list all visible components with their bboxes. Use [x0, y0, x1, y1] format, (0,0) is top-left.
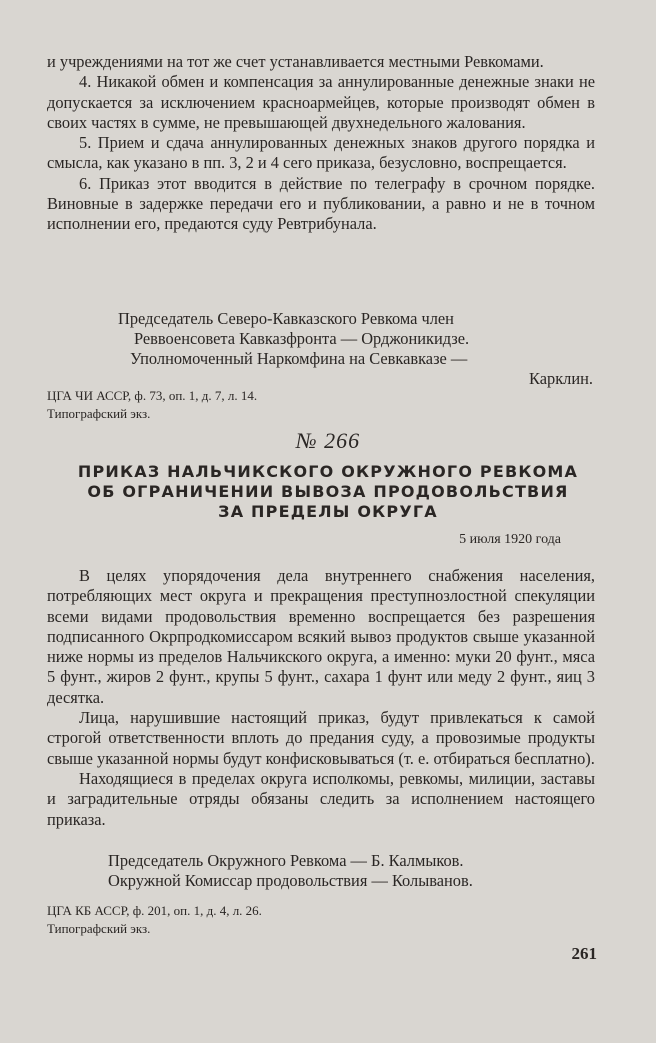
copy-note: Типографский экз.	[47, 921, 151, 936]
archive-source: ЦГА ЧИ АССР, ф. 73, оп. 1, д. 7, л. 14.	[47, 388, 258, 403]
page-number: 261	[571, 944, 597, 963]
paragraph: Находящиеся в пределах округа исполкомы, ревкомы, милиции, заставы и заградительные отряды обязаны следить за исполнением настоящего приказа.	[47, 768, 595, 829]
document-number: № 266	[295, 428, 361, 453]
paragraph: В целях упорядочения дела внутреннего снабжения населения, потребляющих мест округа и прекращения преступнозлостной спекуляции всеми видами продовольствия временно воспрещается без разрешения подписанного Окрпродкомиссаром всякий вывоз продуктов свыше указанной ниже нормы из пределов Нальчикского округа, а именно: муки 20 фунт., мяса 5 фунт., жиров 2 фунт., крупы 5 фунт., сахара 1 фунт или меду 2 фунт., яиц 3 десятка.	[47, 566, 595, 707]
signature-line: Окружной Комиссар продовольствия — Колыванов.	[108, 871, 473, 890]
paragraph: 4. Никакой обмен и компенсация за аннулированные денежные знаки не допускается за исключением красноармейцев, которые производят обмен в своих частях в сумме, не превышающей двухнедельного жалования.	[47, 72, 595, 132]
paragraph: Лица, нарушившие настоящий приказ, будут привлекаться к самой строгой ответственности вплоть до предания суду, а провозимые продукты свыше указанной нормы будут конфисковываться (т. е. отбираться бесплатно).	[47, 708, 595, 768]
document-date: 5 июля 1920 года	[459, 532, 561, 547]
signature-line: Реввоенсовета Кавказфронта — Орджоникидзе.	[134, 329, 470, 348]
title-line: ОБ ОГРАНИЧЕНИИ ВЫВОЗА ПРОДОВОЛЬСТВИЯ	[87, 482, 569, 501]
title-line: ПРИКАЗ НАЛЬЧИКСКОГО ОКРУЖНОГО РЕВКОМА	[77, 462, 579, 481]
body-text-bottom	[47, 566, 595, 830]
signature-line: Председатель Северо-Кавказского Ревкома член	[118, 309, 454, 328]
paragraph: и учреждениями на тот же счет устанавливается местными Ревкомами.	[47, 52, 544, 71]
signature-line: Председатель Окружного Ревкома — Б. Калмыков.	[108, 851, 464, 870]
signature-line: Карклин.	[529, 369, 593, 388]
signature-line: Уполномоченный Наркомфина на Севкавказе —	[130, 349, 468, 368]
title-line: ЗА ПРЕДЕЛЫ ОКРУГА	[218, 502, 438, 521]
body-text-top	[47, 52, 595, 235]
copy-note: Типографский экз.	[47, 406, 151, 421]
document-title	[40, 462, 616, 522]
paragraph: 5. Прием и сдача аннулированных денежных знаков другого порядка и смысла, как указано в пп. 3, 2 и 4 сего приказа, безусловно, воспрещается.	[47, 133, 595, 173]
paragraph: 6. Приказ этот вводится в действие по телеграфу в срочном порядке. Виновные в задержке передачи его и публиковании, а равно и не в точном исполнении его, предаются суду Ревтрибунала.	[47, 173, 595, 234]
archive-source: ЦГА КБ АССР, ф. 201, оп. 1, д. 4, л. 26.	[47, 903, 262, 918]
